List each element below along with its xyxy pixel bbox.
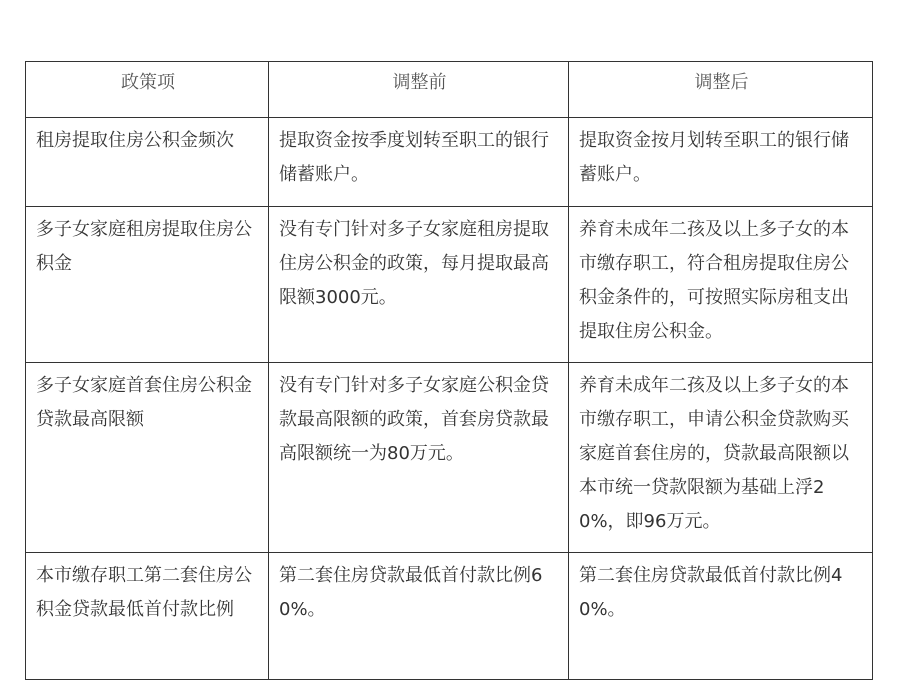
policy-comparison-table-container: [25, 61, 872, 680]
table-row: [26, 553, 873, 680]
before-cell: 第二套住房贷款最低首付款比例60%。: [269, 553, 569, 680]
policy-item-cell: 本市缴存职工第二套住房公积金贷款最低首付款比例: [26, 553, 269, 680]
before-cell: 没有专门针对多子女家庭租房提取住房公积金的政策，每月提取最高限额3000元。: [269, 207, 569, 363]
after-cell: 养育未成年二孩及以上多子女的本市缴存职工，申请公积金贷款购买家庭首套住房的，贷款最高限额以本市统一贷款限额为基础上浮20%，即96万元。: [569, 363, 873, 553]
header-policy-item: 政策项: [26, 62, 269, 118]
before-cell: 提取资金按季度划转至职工的银行储蓄账户。: [269, 118, 569, 207]
table-row: [26, 207, 873, 363]
policy-item-cell: 多子女家庭租房提取住房公积金: [26, 207, 269, 363]
policy-item-cell: 租房提取住房公积金频次: [26, 118, 269, 207]
before-cell: 没有专门针对多子女家庭公积金贷款最高限额的政策，首套房贷款最高限额统一为80万元。: [269, 363, 569, 553]
table-header-row: [26, 62, 873, 118]
table-row: [26, 363, 873, 553]
policy-comparison-table: [25, 61, 873, 680]
after-cell: 养育未成年二孩及以上多子女的本市缴存职工，符合租房提取住房公积金条件的，可按照实际房租支出提取住房公积金。: [569, 207, 873, 363]
header-after-adjustment: 调整后: [569, 62, 873, 118]
table-row: [26, 118, 873, 207]
policy-item-cell: 多子女家庭首套住房公积金贷款最高限额: [26, 363, 269, 553]
after-cell: 提取资金按月划转至职工的银行储蓄账户。: [569, 118, 873, 207]
header-before-adjustment: 调整前: [269, 62, 569, 118]
after-cell: 第二套住房贷款最低首付款比例40%。: [569, 553, 873, 680]
